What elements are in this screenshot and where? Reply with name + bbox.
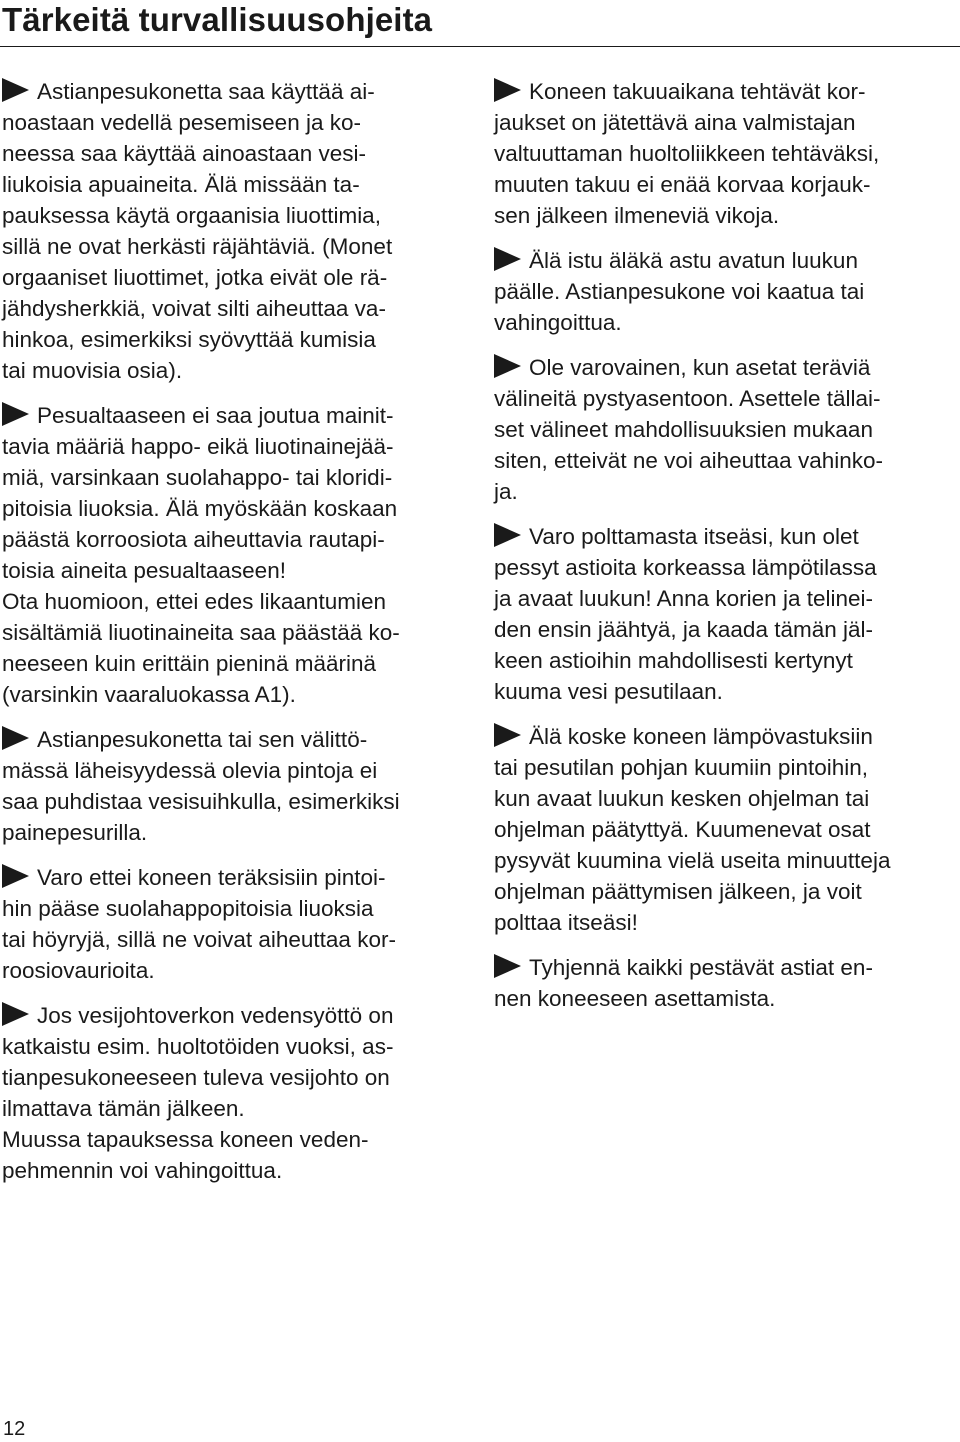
item-line: hinkoa, esimerkiksi syövyttää kumisia — [2, 327, 376, 352]
item-line: mässä läheisyydessä olevia pintoja ei — [2, 758, 378, 783]
item-line: miä, varsinkaan suolahappo- tai kloridi- — [2, 465, 393, 490]
item-line: painepesurilla. — [2, 820, 148, 845]
triangle-bullet-icon — [2, 1002, 29, 1026]
item-line: tai höyryjä, sillä ne voivat aiheuttaa kor- — [2, 927, 396, 952]
triangle-bullet-icon — [494, 354, 521, 378]
safety-item — [2, 724, 472, 848]
item-line: Ota huomioon, ettei edes likaantumien — [2, 589, 386, 614]
title-divider — [0, 46, 960, 47]
safety-item — [494, 521, 958, 707]
item-line: keen astioihin mahdollisesti kertynyt — [494, 648, 853, 673]
item-line: sisältämiä liuotinaineita saa päästää ko- — [2, 620, 400, 645]
item-line: kuuma vesi pesutilaan. — [494, 679, 723, 704]
item-line: päästä korroosiota aiheuttavia rautapi- — [2, 527, 385, 552]
item-line: pehmennin voi vahingoittua. — [2, 1158, 283, 1183]
item-line: valtuuttaman huoltoliikkeen tehtäväksi, — [494, 141, 880, 166]
item-line: ilmattava tämän jälkeen. — [2, 1096, 245, 1121]
item-line: ohjelman päättymisen jälkeen, ja voit — [494, 879, 862, 904]
item-line: ja. — [494, 479, 518, 504]
item-line: pysyvät kuumina vielä useita minuutteja — [494, 848, 891, 873]
right-column — [494, 76, 958, 1028]
safety-item — [2, 400, 472, 710]
item-line: tai pesutilan pohjan kuumiin pintoihin, — [494, 755, 868, 780]
item-line: liukoisia apuaineita. Älä missään ta- — [2, 172, 360, 197]
safety-item — [494, 952, 958, 1014]
triangle-bullet-icon — [2, 864, 29, 888]
safety-item — [494, 76, 958, 231]
item-line: jaukset on jätettävä aina valmistajan — [494, 110, 856, 135]
triangle-bullet-icon — [494, 523, 521, 547]
item-line: neeseen kuin erittäin pieninä määrinä — [2, 651, 376, 676]
safety-item — [2, 862, 472, 986]
item-line: tianpesukoneeseen tuleva vesijohto on — [2, 1065, 390, 1090]
safety-item — [494, 245, 958, 338]
item-line: jähdysherkkiä, voivat silti aiheuttaa va- — [2, 296, 386, 321]
item-line: Älä koske koneen lämpövastuksiin — [494, 721, 958, 752]
item-line: nen koneeseen asettamista. — [494, 986, 776, 1011]
item-line: pauksessa käytä orgaanisia liuottimia, — [2, 203, 381, 228]
item-line: sillä ne ovat herkästi räjähtäviä. (Monet — [2, 234, 393, 259]
item-line: ja avaat luukun! Anna korien ja telinei- — [494, 586, 873, 611]
triangle-bullet-icon — [2, 402, 29, 426]
triangle-bullet-icon — [2, 726, 29, 750]
item-line: Koneen takuuaikana tehtävät kor- — [494, 76, 958, 107]
item-line: päälle. Astianpesukone voi kaatua tai — [494, 279, 865, 304]
item-line: pitoisia liuoksia. Älä myöskään koskaan — [2, 496, 398, 521]
triangle-bullet-icon — [494, 247, 521, 271]
item-line: Astianpesukonetta tai sen välittö- — [2, 724, 472, 755]
triangle-bullet-icon — [494, 78, 521, 102]
item-line: toisia aineita pesualtaaseen! — [2, 558, 286, 583]
item-line: siten, etteivät ne voi aiheuttaa vahinko- — [494, 448, 883, 473]
item-line: neessa saa käyttää ainoastaan vesi- — [2, 141, 366, 166]
item-line: Tyhjennä kaikki pestävät astiat en- — [494, 952, 958, 983]
left-column — [2, 76, 472, 1200]
item-line: Varo polttamasta itseäsi, kun olet — [494, 521, 958, 552]
item-line: roosiovaurioita. — [2, 958, 155, 983]
safety-item — [494, 721, 958, 938]
item-line: den ensin jäähtyä, ja kaada tämän jäl- — [494, 617, 873, 642]
item-line: hin pääse suolahappopitoisia liuoksia — [2, 896, 374, 921]
item-line: Pesualtaaseen ei saa joutua mainit- — [2, 400, 472, 431]
item-line: set välineet mahdollisuuksien mukaan — [494, 417, 873, 442]
triangle-bullet-icon — [2, 78, 29, 102]
item-line: tavia määriä happo- eikä liuotinainejää- — [2, 434, 394, 459]
item-line: Ole varovainen, kun asetat teräviä — [494, 352, 958, 383]
item-line: Varo ettei koneen teräksisiin pintoi- — [2, 862, 472, 893]
item-line: polttaa itseäsi! — [494, 910, 638, 935]
item-line: Muussa tapauksessa koneen veden- — [2, 1127, 369, 1152]
safety-item — [494, 352, 958, 507]
item-line: tai muovisia osia). — [2, 358, 183, 383]
item-line: kun avaat luukun kesken ohjelman tai — [494, 786, 870, 811]
item-line: pessyt astioita korkeassa lämpötilassa — [494, 555, 877, 580]
item-line: Astianpesukonetta saa käyttää ai- — [2, 76, 472, 107]
item-line: sen jälkeen ilmeneviä vikoja. — [494, 203, 780, 228]
item-line: katkaistu esim. huoltotöiden vuoksi, as- — [2, 1034, 394, 1059]
item-line: Jos vesijohtoverkon vedensyöttö on — [2, 1000, 472, 1031]
item-line: ohjelman päätyttyä. Kuumenevat osat — [494, 817, 871, 842]
item-line: vahingoittua. — [494, 310, 622, 335]
triangle-bullet-icon — [494, 954, 521, 978]
triangle-bullet-icon — [494, 723, 521, 747]
safety-item — [2, 76, 472, 386]
item-line: välineitä pystyasentoon. Asettele tällai- — [494, 386, 881, 411]
item-line: saa puhdistaa vesisuihkulla, esimerkiksi — [2, 789, 400, 814]
item-line: (varsinkin vaaraluokassa A1). — [2, 682, 296, 707]
safety-item — [2, 1000, 472, 1186]
item-line: orgaaniset liuottimet, jotka eivät ole rä- — [2, 265, 388, 290]
item-line: Älä istu äläkä astu avatun luukun — [494, 245, 958, 276]
page-title: Tärkeitä turvallisuusohjeita — [2, 1, 433, 38]
page-number: 12 — [3, 1418, 26, 1440]
item-line: noastaan vedellä pesemiseen ja ko- — [2, 110, 361, 135]
item-line: muuten takuu ei enää korvaa korjauk- — [494, 172, 871, 197]
